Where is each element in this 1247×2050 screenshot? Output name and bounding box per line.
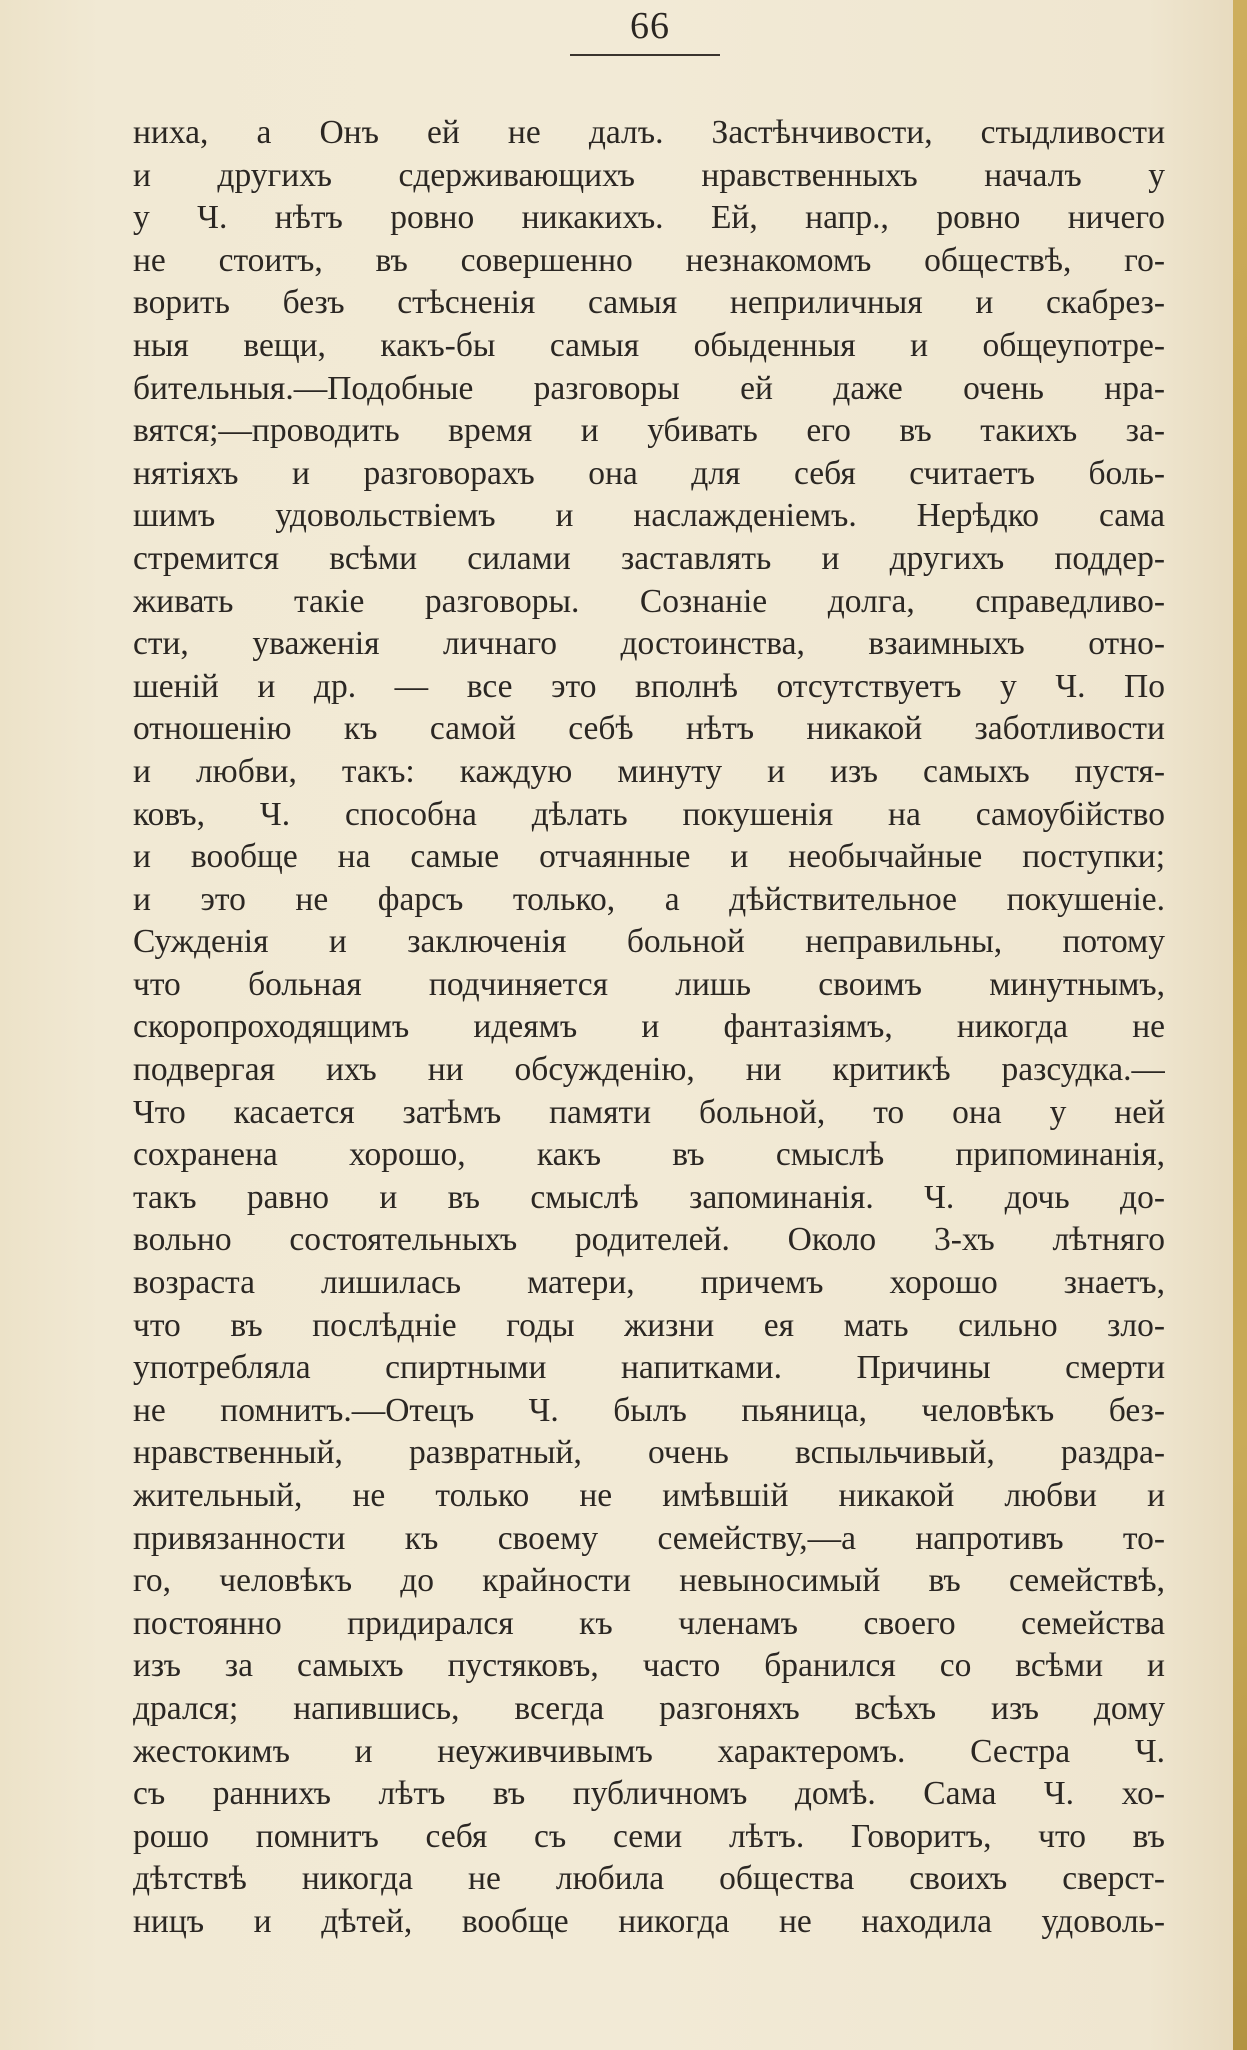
text-line: и это не фарсъ только, а дѣйствительное покушеніе. bbox=[133, 880, 1165, 918]
text-line: Сужденія и заключенія больной неправильны, потому bbox=[133, 923, 1165, 961]
text-line: ниха, а Онъ ей не далъ. Застѣнчивости, стыдливости bbox=[133, 114, 1165, 151]
text-line: вольно состоятельныхъ родителей. Около 3-хъ лѣтняго bbox=[133, 1221, 1165, 1259]
page-number: 66 bbox=[630, 5, 670, 47]
text-line: изъ за самыхъ пустяковъ, часто бранился со всѣми и bbox=[133, 1647, 1165, 1685]
text-line: жительный, не только не имѣвшій никакой любви и bbox=[133, 1477, 1165, 1514]
text-line: жестокимъ и неуживчивымъ характеромъ. Сестра Ч. bbox=[133, 1732, 1165, 1770]
text-line: и вообще на самые отчаянные и необычайные поступки; bbox=[133, 838, 1165, 876]
text-line: го, человѣкъ до крайности невыносимый въ семействѣ, bbox=[133, 1562, 1165, 1600]
text-line: бительныя.—Подобные разговоры ей даже очень нра- bbox=[133, 369, 1165, 407]
text-line: шимъ удовольствіемъ и наслажденіемъ. Нерѣдко сама bbox=[133, 497, 1165, 535]
body-text bbox=[133, 112, 1165, 1944]
text-line: скоропроходящимъ идеямъ и фантазіямъ, никогда не bbox=[133, 1008, 1165, 1046]
text-line: вятся;—проводить время и убивать его въ такихъ за- bbox=[133, 412, 1165, 450]
text-line: живать такіе разговоры. Сознаніе долга, справедливо- bbox=[133, 582, 1165, 620]
text-line: и любви, такъ: каждую минуту и изъ самыхъ пустя- bbox=[133, 752, 1165, 790]
text-line: дрался; напившись, всегда разгоняхъ всѣхъ изъ дому bbox=[133, 1689, 1165, 1727]
text-line: дѣтствѣ никогда не любила общества своихъ сверст- bbox=[133, 1860, 1165, 1898]
page-header bbox=[0, 0, 1247, 70]
text-line: сти, уваженія личнаго достоинства, взаимныхъ отно- bbox=[133, 625, 1165, 663]
text-line: отношенію къ самой себѣ нѣтъ никакой заботливости bbox=[133, 710, 1165, 748]
text-line: сохранена хорошо, какъ въ смыслѣ припоминанія, bbox=[133, 1136, 1165, 1174]
text-line: что въ послѣдніе годы жизни ея мать сильно зло- bbox=[133, 1306, 1165, 1344]
header-rule bbox=[570, 54, 720, 56]
text-line: ницъ и дѣтей, вообще никогда не находила удоволь- bbox=[133, 1902, 1165, 1940]
text-line: ворить безъ стѣсненія самыя неприличныя и скабрез- bbox=[133, 284, 1165, 322]
text-line: нятіяхъ и разговорахъ она для себя считаетъ боль- bbox=[133, 454, 1165, 492]
text-line: подвергая ихъ ни обсужденію, ни критикѣ разсудка.— bbox=[133, 1051, 1165, 1089]
text-line: такъ равно и въ смыслѣ запоминанія. Ч. дочь до- bbox=[133, 1178, 1165, 1216]
text-line: постоянно придирался къ членамъ своего семейства bbox=[133, 1604, 1165, 1642]
text-line: не стоитъ, въ совершенно незнакомомъ обществѣ, го- bbox=[133, 241, 1165, 279]
page-edge-gilt bbox=[1233, 0, 1247, 2050]
text-line: что больная подчиняется лишь своимъ минутнымъ, bbox=[133, 965, 1165, 1003]
text-line: нравственный, развратный, очень вспыльчивый, раздра- bbox=[133, 1434, 1165, 1472]
text-line: не помнитъ.—Отецъ Ч. былъ пьяница, человѣкъ без- bbox=[133, 1391, 1165, 1429]
text-line: съ раннихъ лѣтъ въ публичномъ домѣ. Сама Ч. хо- bbox=[133, 1775, 1165, 1813]
text-line: Что касается затѣмъ памяти больной, то она у ней bbox=[133, 1093, 1165, 1131]
text-line: употребляла спиртными напитками. Причины смерти bbox=[133, 1349, 1165, 1387]
text-line: ныя вещи, какъ-бы самыя обыденныя и общеупотре- bbox=[133, 326, 1165, 364]
text-line: шеній и др. — все это вполнѣ отсутствуетъ у Ч. По bbox=[133, 667, 1165, 705]
text-line: стремится всѣми силами заставлять и другихъ поддер- bbox=[133, 539, 1165, 577]
text-line: возраста лишилась матери, причемъ хорошо знаетъ, bbox=[133, 1264, 1165, 1302]
text-line: привязанности къ своему семейству,—а напротивъ то- bbox=[133, 1519, 1165, 1557]
text-line: и другихъ сдерживающихъ нравственныхъ началъ у bbox=[133, 156, 1165, 194]
text-line: у Ч. нѣтъ ровно никакихъ. Ей, напр., ровно ничего bbox=[133, 199, 1165, 237]
text-line: ковъ, Ч. способна дѣлать покушенія на самоубійство bbox=[133, 795, 1165, 833]
text-line: рошо помнитъ себя съ семи лѣтъ. Говоритъ, что въ bbox=[133, 1817, 1165, 1855]
